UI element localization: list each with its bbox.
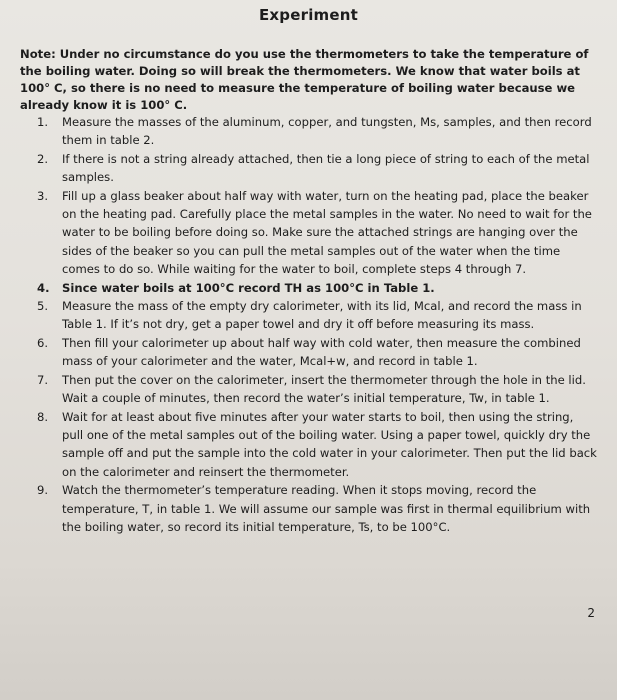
step-text: Fill up a glass beaker about half way with water, turn on the heating pad, place the beaker on the heating pad. Carefully place the metal samples in the water. No need to wait for the water to be boiling before doing so. Make sure the attached strings are hanging over the sides of the beaker so you can pull the metal samples out of the water when the time comes to do so. While waiting for the water to boil, complete steps 4 through 7. <box>62 188 592 277</box>
step-text: Measure the masses of the aluminum, copper, and tungsten, Ms, samples, and then record them in table 2. <box>62 115 592 148</box>
step-number: 6. <box>37 335 49 350</box>
page-number: 2 <box>587 606 595 620</box>
step-8 <box>37 408 597 482</box>
step-5 <box>37 297 597 334</box>
step-number: 4. <box>37 280 50 295</box>
step-text: Then put the cover on the calorimeter, insert the thermometer through the hole in the lid. Wait a couple of minutes, then record the water’s initial temperature, Tw, in table 1. <box>62 372 586 406</box>
page-title: Experiment <box>258 6 359 24</box>
step-text: Wait for at least about five minutes after your water starts to boil, then using the string, pull one of the metal samples out of the boiling water. Using a paper towel, quickly dry the sample off and put the sample into the cold water in your calorimeter. Then put the lid back on the calorimeter and reinsert the thermometer. <box>62 409 597 479</box>
procedure-steps <box>37 113 597 536</box>
step-6 <box>37 334 597 371</box>
step-text: Measure the mass of the empty dry calorimeter, with its lid, Mcal, and record the mass in Table 1. If it’s not dry, get a paper towel and dry it off before measuring its mass. <box>62 299 582 332</box>
step-text: Then fill your calorimeter up about half way with cold water, then measure the combined mass of your calorimeter and the water, Mcal+w, and record in table 1. <box>62 335 581 369</box>
step-number: 2. <box>37 151 49 166</box>
step-text: If there is not a string already attached, then tie a long piece of string to each of the metal samples. <box>62 151 590 185</box>
step-text: Since water boils at 100°C record TH as 100°C in Table 1. <box>62 280 435 295</box>
step-number: 3. <box>37 188 49 203</box>
step-number: 7. <box>37 372 49 387</box>
step-4 <box>37 279 597 297</box>
step-text: Watch the thermometer’s temperature reading. When it stops moving, record the temperature, T, in table 1. We will assume our sample was first in thermal equilibrium with the boiling water, so record its initial temperature, Ts, to be 100°C. <box>62 483 591 534</box>
step-7 <box>37 371 597 408</box>
step-3 <box>37 187 597 279</box>
step-9 <box>37 481 597 536</box>
safety-note: Note: Under no circumstance do you use the thermometers to take the temperature of the boiling water. Doing so will break the thermometers. We know that water boils at 100° C, so there is no need to measure the temperature of boiling water because we already know it is 100° C. <box>20 47 589 112</box>
step-2 <box>37 150 597 187</box>
step-number: 5. <box>37 299 49 314</box>
step-number: 8. <box>37 409 49 424</box>
step-number: 9. <box>37 483 49 498</box>
step-1 <box>37 113 597 150</box>
step-number: 1. <box>37 115 49 129</box>
